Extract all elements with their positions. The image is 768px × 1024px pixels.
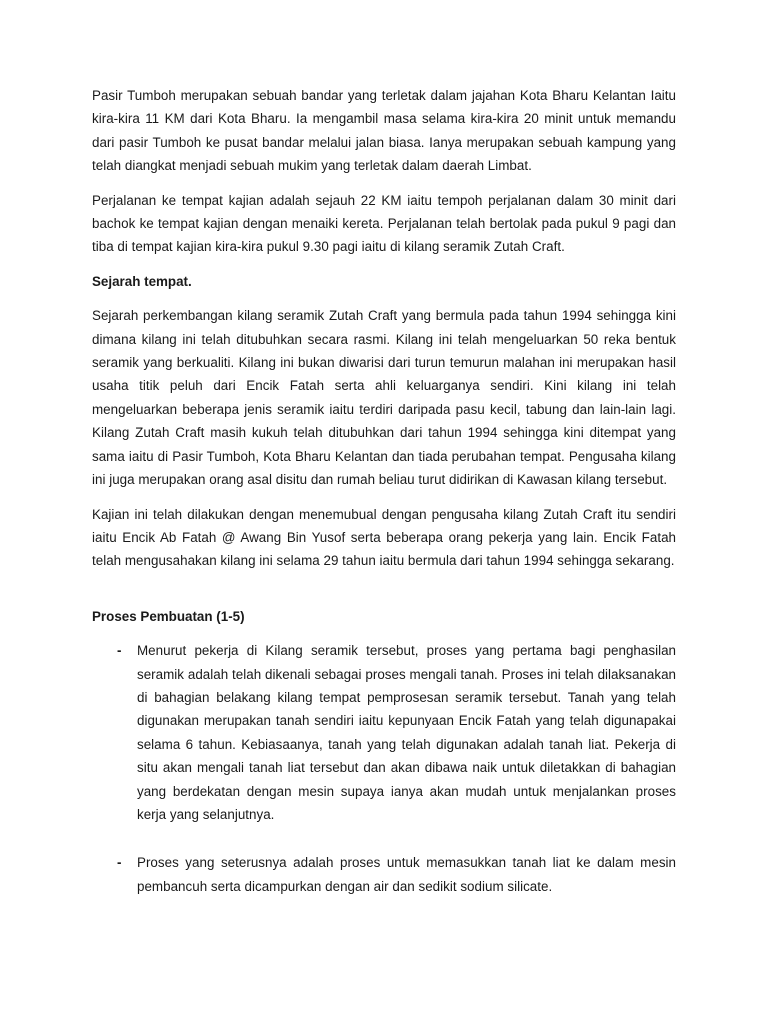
intro-paragraph-location: Pasir Tumboh merupakan sebuah bandar yang terletak dalam jajahan Kota Bharu Kelantan Iaitu kira-kira 11 KM dari Kota Bharu. Ia mengambil masa selama kira-kira 20 minit untuk memandu dari pasir Tumboh ke pusat bandar melalui jalan biasa. Ianya merupakan sebuah kampung yang telah diangkat menjadi sebuah mukim yang terletak dalam daerah Limbat. <box>92 88 676 174</box>
bullet-text-mengali-tanah: Menurut pekerja di Kilang seramik tersebut, proses yang pertama bagi penghasilan seramik adalah telah dikenali sebagai proses mengali tanah. Proses ini telah dilaksanakan di bahagian belakang kilang tempat pemprosesan seramik tersebut. Tanah yang telah digunakan merupakan tanah sendiri iaitu kepunyaan Encik Fatah yang telah digunapakai selama 6 tahun. Kebiasaanya, tanah yang telah digunakan adalah tanah liat. Pekerja di situ akan mengali tanah liat tersebut dan akan dibawa naik untuk diletakkan di bahagian yang berdekatan dengan mesin supaya ianya akan mudah untuk menjalankan proses kerja yang selanjutnya. <box>137 643 676 822</box>
document-page <box>92 84 676 923</box>
list-item <box>92 851 676 898</box>
section-heading-proses: Proses Pembuatan (1-5) <box>92 608 245 624</box>
bullet-dash: - <box>117 643 122 659</box>
section-heading-sejarah: Sejarah tempat. <box>92 273 192 289</box>
bullet-dash: - <box>117 855 122 871</box>
proses-bullet-list <box>92 639 676 898</box>
sejarah-paragraph-interview: Kajian ini telah dilakukan dengan menemubual dengan pengusaha kilang Zutah Craft itu sendiri iaitu Encik Ab Fatah @ Awang Bin Yusof serta beberapa orang pekerja yang lain. Encik Fatah telah mengusahakan kilang ini selama 29 tahun iaitu bermula dari tahun 1994 sehingga sekarang. <box>92 506 676 569</box>
intro-paragraph-journey: Perjalanan ke tempat kajian adalah sejauh 22 KM iaitu tempoh perjalanan dalam 30 minit dari bachok ke tempat kajian dengan menaiki kereta. Perjalanan telah bertolak pada pukul 9 pagi dan tiba di tempat kajian kira-kira pukul 9.30 pagi iaitu di kilang seramik Zutah Craft. <box>92 192 676 255</box>
bullet-text-mesin-pembancuh: Proses yang seterusnya adalah proses untuk memasukkan tanah liat ke dalam mesin pembancuh serta dicampurkan dengan air dan sedikit sodium silicate. <box>137 855 676 894</box>
list-item <box>92 639 676 826</box>
sejarah-paragraph-history: Sejarah perkembangan kilang seramik Zutah Craft yang bermula pada tahun 1994 sehingga kini dimana kilang ini telah ditubuhkan secara rasmi. Kilang ini telah mengeluarkan 50 reka bentuk seramik yang berkualiti. Kilang ini bukan diwarisi dari turun temurun malahan ini merupakan hasil usaha titik peluh dari Encik Fatah serta ahli keluarganya sendiri. Kini kilang ini telah mengeluarkan beberapa jenis seramik iaitu terdiri daripada pasu kecil, tabung dan lain-lain lagi. Kilang Zutah Craft masih kukuh telah ditubuhkan dari tahun 1994 sehingga kini ditempat yang sama iaitu di Pasir Tumboh, Kota Bharu Kelantan dan tiada perubahan tempat. Pengusaha kilang ini juga merupakan orang asal disitu dan rumah beliau turut didirikan di Kawasan kilang tersebut. <box>92 308 676 488</box>
